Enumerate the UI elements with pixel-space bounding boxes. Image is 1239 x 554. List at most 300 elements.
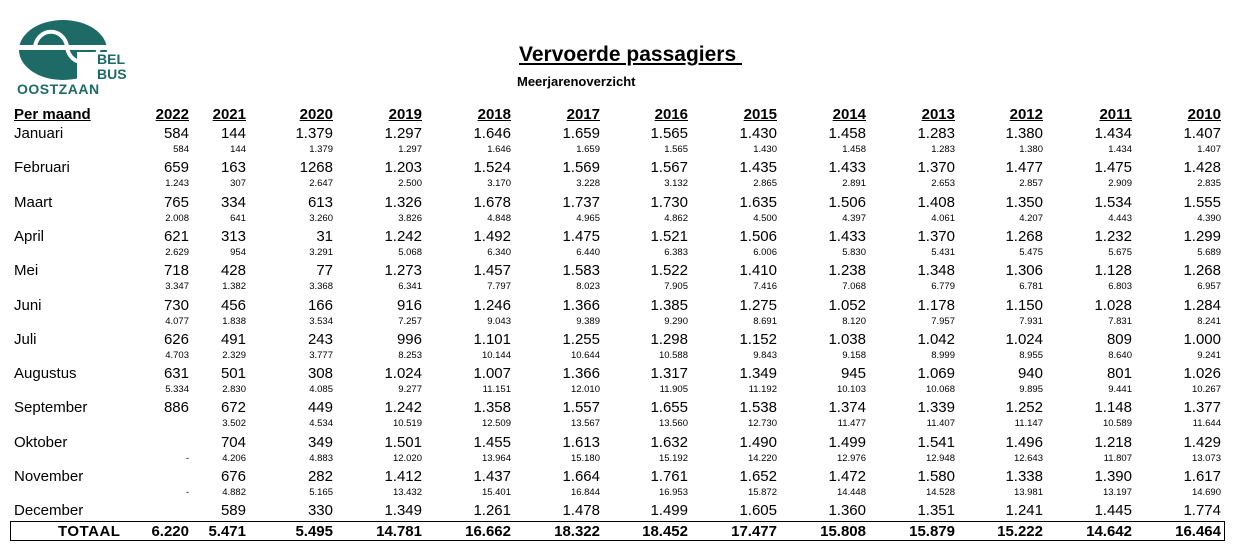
monthly-value: 996 <box>396 330 422 348</box>
cumulative-value: 10.588 <box>658 349 688 361</box>
cumulative-value: 11.905 <box>659 384 688 396</box>
cumulative-value: 5.334 <box>165 384 189 396</box>
cumulative-value: 7.797 <box>487 281 511 293</box>
month-label: Juni <box>14 296 42 314</box>
monthly-value: 1.338 <box>1005 468 1043 485</box>
cumulative-value: 2.500 <box>398 178 422 190</box>
monthly-value: 1.232 <box>1094 227 1132 245</box>
cumulative-value: 6.957 <box>1197 281 1221 293</box>
cumulative-value: 13.560 <box>658 418 688 430</box>
cumulative-value: 8.999 <box>931 349 955 361</box>
monthly-value: 1.433 <box>828 159 866 177</box>
month-label: April <box>14 227 45 245</box>
monthly-value: 1.148 <box>1094 399 1132 417</box>
monthly-value: 1.268 <box>1005 227 1043 245</box>
monthly-value: 1.646 <box>473 125 511 142</box>
cumulative-value: 7.257 <box>398 315 422 327</box>
monthly-value: 1.241 <box>1005 502 1043 520</box>
totals-row <box>10 521 1225 541</box>
cumulative-value: 2.629 <box>165 246 189 258</box>
cumulative-value: 4.883 <box>309 452 333 464</box>
cumulative-value: 1.382 <box>222 281 246 293</box>
monthly-value: 1.128 <box>1094 262 1132 280</box>
monthly-value: 1.366 <box>562 296 600 314</box>
monthly-value: 1.445 <box>1094 502 1132 520</box>
monthly-value: 1.730 <box>650 193 688 211</box>
cumulative-value: 10.103 <box>836 384 866 396</box>
monthly-value: 1.410 <box>739 262 777 280</box>
header-label: Per maand <box>14 106 91 123</box>
cumulative-value: 4.882 <box>222 487 246 498</box>
monthly-value: 1.349 <box>739 365 777 383</box>
monthly-value: 1.557 <box>562 399 600 417</box>
monthly-value: 1.024 <box>1005 330 1043 348</box>
cumulative-value: 9.158 <box>842 349 866 361</box>
cumulative-value: 3.291 <box>309 246 333 258</box>
monthly-value: 1.317 <box>650 365 688 383</box>
year-header-2016: 2016 <box>654 106 688 123</box>
monthly-value: 1.499 <box>828 433 866 451</box>
cumulative-value: 6.779 <box>931 281 955 293</box>
cumulative-value: 12.976 <box>836 452 866 464</box>
monthly-value: 1.297 <box>384 125 422 142</box>
monthly-value: 144 <box>220 125 246 142</box>
monthly-value: 1.298 <box>650 330 688 348</box>
monthly-value: 809 <box>1106 330 1132 348</box>
monthly-value: 1.521 <box>650 227 688 245</box>
monthly-value: 1.268 <box>1183 262 1221 280</box>
year-header-2014: 2014 <box>832 106 866 123</box>
cumulative-value: 4.862 <box>664 212 688 224</box>
monthly-value: 1.351 <box>917 502 955 520</box>
monthly-value: 676 <box>220 468 246 485</box>
monthly-value: 672 <box>220 399 246 417</box>
cumulative-value: 4.390 <box>1197 212 1221 224</box>
cumulative-value: 5.689 <box>1197 246 1221 258</box>
year-header-2010: 2010 <box>1187 106 1221 123</box>
monthly-value: 1.522 <box>650 262 688 280</box>
month-label: Oktober <box>14 433 68 451</box>
cumulative-value: 6.340 <box>487 246 511 258</box>
monthly-value: 1.370 <box>917 227 955 245</box>
cumulative-value: 14.220 <box>747 452 777 464</box>
cumulative-value: 2.909 <box>1108 178 1132 190</box>
cumulative-value: 11.151 <box>482 384 511 396</box>
cumulative-value: 1.430 <box>753 144 777 155</box>
cumulative-value: 11.807 <box>1103 452 1132 464</box>
monthly-value: 1.605 <box>739 502 777 520</box>
cumulative-value: 10.068 <box>925 384 955 396</box>
year-header-2015: 2015 <box>743 106 777 123</box>
month-label: November <box>14 468 84 485</box>
monthly-value: 1.541 <box>917 433 955 451</box>
monthly-value: 1.433 <box>828 227 866 245</box>
year-header-2018: 2018 <box>477 106 511 123</box>
monthly-value: 1.379 <box>295 125 333 142</box>
monthly-value: 1.284 <box>1183 296 1221 314</box>
monthly-value: 1.555 <box>1183 193 1221 211</box>
cumulative-value: 1.646 <box>487 144 511 155</box>
cumulative-value: 4.848 <box>487 212 511 224</box>
monthly-value: 31 <box>316 227 333 245</box>
monthly-value: 1.255 <box>562 330 600 348</box>
monthly-value: 1.613 <box>562 433 600 451</box>
total-value: 15.808 <box>820 523 866 540</box>
total-value: 14.642 <box>1086 523 1132 540</box>
monthly-value: 1.435 <box>739 159 777 177</box>
cumulative-value: 5.675 <box>1108 246 1132 258</box>
total-value: 17.477 <box>731 523 777 540</box>
monthly-value: 1.534 <box>1094 193 1132 211</box>
monthly-value: 1.472 <box>828 468 866 485</box>
monthly-value: 1.632 <box>650 433 688 451</box>
cumulative-value: 12.020 <box>392 452 422 464</box>
cumulative-value: 4.207 <box>1019 212 1043 224</box>
monthly-value: 613 <box>307 193 333 211</box>
monthly-value: 1.358 <box>473 399 511 417</box>
monthly-value: 1.261 <box>473 502 511 520</box>
monthly-value: 449 <box>307 399 333 417</box>
cumulative-value: 9.441 <box>1108 384 1132 396</box>
cumulative-value: 12.643 <box>1013 452 1043 464</box>
monthly-value: 1.069 <box>917 365 955 383</box>
total-value: 15.879 <box>909 523 955 540</box>
monthly-value: 704 <box>220 433 246 451</box>
monthly-value: 491 <box>220 330 246 348</box>
monthly-value: 1.370 <box>917 159 955 177</box>
cumulative-value: 2.329 <box>222 349 246 361</box>
monthly-value: 1.349 <box>384 502 422 520</box>
monthly-value: 1.299 <box>1183 227 1221 245</box>
cumulative-value: 7.957 <box>931 315 955 327</box>
logo-text-oostzaan: OOSTZAAN <box>17 81 100 97</box>
month-label: Juli <box>14 330 37 348</box>
cumulative-value: 3.347 <box>165 281 189 293</box>
cumulative-value: 15.872 <box>747 487 777 498</box>
monthly-value: 1.737 <box>562 193 600 211</box>
logo-emblem-icon <box>17 19 109 81</box>
monthly-value: 1.430 <box>739 125 777 142</box>
monthly-value: 1.659 <box>562 125 600 142</box>
total-value: 16.662 <box>465 523 511 540</box>
month-label: Augustus <box>14 365 77 383</box>
monthly-value: 1.178 <box>917 296 955 314</box>
monthly-value: 1.306 <box>1005 262 1043 280</box>
monthly-value: 1.042 <box>917 330 955 348</box>
monthly-value: 765 <box>163 193 189 211</box>
total-value: 6.220 <box>151 523 189 540</box>
monthly-value: 1.242 <box>384 399 422 417</box>
month-label: December <box>14 502 84 520</box>
cumulative-value: 16.844 <box>570 487 600 498</box>
monthly-value: 243 <box>307 330 333 348</box>
monthly-value: 1.252 <box>1005 399 1043 417</box>
monthly-value: 1.428 <box>1183 159 1221 177</box>
monthly-value: 1.026 <box>1183 365 1221 383</box>
monthly-value: 1.455 <box>473 433 511 451</box>
cumulative-value: 2.835 <box>1197 178 1221 190</box>
monthly-value: 1.506 <box>739 227 777 245</box>
month-label: Januari <box>14 125 64 142</box>
cumulative-value: 4.397 <box>842 212 866 224</box>
monthly-value: 349 <box>307 433 333 451</box>
cumulative-value: 3.368 <box>309 281 333 293</box>
cumulative-value: 4.206 <box>222 452 246 464</box>
page-subtitle: Meerjarenoverzicht <box>517 74 636 89</box>
monthly-value: 313 <box>220 227 246 245</box>
month-label: Februari <box>14 159 70 177</box>
cumulative-value: 9.290 <box>664 315 688 327</box>
monthly-value: 1.246 <box>473 296 511 314</box>
monthly-value: 1.218 <box>1094 433 1132 451</box>
cumulative-value: 12.010 <box>570 384 600 396</box>
monthly-value: 77 <box>316 262 333 280</box>
cumulative-value: 5.068 <box>398 246 422 258</box>
cumulative-value: 6.383 <box>664 246 688 258</box>
monthly-value: 1.350 <box>1005 193 1043 211</box>
cumulative-value: 4.085 <box>309 384 333 396</box>
cumulative-value: 2.653 <box>931 178 955 190</box>
cumulative-value: 6.440 <box>576 246 600 258</box>
monthly-value: 718 <box>163 262 189 280</box>
total-value: 18.452 <box>642 523 688 540</box>
cumulative-value: 9.843 <box>753 349 777 361</box>
cumulative-value: 3.777 <box>309 349 333 361</box>
monthly-value: 1.565 <box>650 125 688 142</box>
cumulative-value: 1.380 <box>1019 144 1043 155</box>
cumulative-value: 9.895 <box>1019 384 1043 396</box>
cumulative-value: 4.061 <box>931 212 955 224</box>
cumulative-value: 584 <box>173 144 189 155</box>
cumulative-value: 2.865 <box>753 178 777 190</box>
monthly-value: 163 <box>220 159 246 177</box>
cumulative-value: 954 <box>230 246 246 258</box>
monthly-value: 1.203 <box>384 159 422 177</box>
monthly-value: 1.412 <box>384 468 422 485</box>
cumulative-value: 4.534 <box>309 418 333 430</box>
cumulative-value: 13.981 <box>1013 487 1043 498</box>
monthly-value: 1.150 <box>1005 296 1043 314</box>
monthly-value: 1.774 <box>1183 502 1221 520</box>
monthly-value: 1.506 <box>828 193 866 211</box>
cumulative-value: 15.192 <box>658 452 688 464</box>
cumulative-value: 9.277 <box>398 384 422 396</box>
cumulative-value: 9.043 <box>487 315 511 327</box>
cumulative-value: 2.830 <box>222 384 246 396</box>
cumulative-value: 5.431 <box>931 246 955 258</box>
monthly-value: 1.475 <box>562 227 600 245</box>
monthly-value: 1.678 <box>473 193 511 211</box>
cumulative-value: 1.838 <box>222 315 246 327</box>
monthly-value: 1.580 <box>917 468 955 485</box>
cumulative-value: 10.267 <box>1191 384 1221 396</box>
monthly-value: 1.761 <box>650 468 688 485</box>
cumulative-value: 14.448 <box>836 487 866 498</box>
cumulative-value: 9.241 <box>1197 349 1221 361</box>
cumulative-value: 10.644 <box>570 349 600 361</box>
cumulative-value: 12.509 <box>481 418 511 430</box>
monthly-value: 1.360 <box>828 502 866 520</box>
monthly-value: 456 <box>220 296 246 314</box>
cumulative-value: 11.192 <box>748 384 777 396</box>
monthly-value: 1.617 <box>1183 468 1221 485</box>
year-header-2020: 2020 <box>299 106 333 123</box>
cumulative-value: 11.147 <box>1014 418 1043 430</box>
monthly-value: 659 <box>163 159 189 177</box>
monthly-value: 945 <box>840 365 866 383</box>
cumulative-value: 13.197 <box>1102 487 1132 498</box>
cumulative-value: 3.534 <box>309 315 333 327</box>
monthly-value: 1.385 <box>650 296 688 314</box>
logo-text-bel: BEL <box>97 51 125 67</box>
monthly-value: 1.007 <box>473 365 511 383</box>
total-value: 5.495 <box>295 523 333 540</box>
cumulative-value: 6.341 <box>398 281 422 293</box>
cumulative-value: 16.953 <box>658 487 688 498</box>
month-label: Mei <box>14 262 39 280</box>
cumulative-value: 9.389 <box>576 315 600 327</box>
monthly-value: 166 <box>307 296 333 314</box>
monthly-value: 1.380 <box>1005 125 1043 142</box>
monthly-value: 1.652 <box>739 468 777 485</box>
monthly-value: 621 <box>163 227 189 245</box>
cumulative-value: 1.283 <box>931 144 955 155</box>
monthly-value: 626 <box>163 330 189 348</box>
cumulative-value: 7.905 <box>664 281 688 293</box>
monthly-value: 1.496 <box>1005 433 1043 451</box>
cumulative-value: 8.120 <box>842 315 866 327</box>
monthly-value: 1.052 <box>828 296 866 314</box>
monthly-value: 1.242 <box>384 227 422 245</box>
year-header-2013: 2013 <box>921 106 955 123</box>
cumulative-value: 10.589 <box>1102 418 1132 430</box>
month-label: Maart <box>14 193 53 211</box>
cumulative-value: 1.243 <box>165 178 189 190</box>
monthly-value: 1.655 <box>650 399 688 417</box>
cumulative-value: 5.165 <box>309 487 333 498</box>
totals-label: TOTAAL <box>58 523 121 540</box>
cumulative-value: 14.690 <box>1191 487 1221 498</box>
monthly-value: 1.538 <box>739 399 777 417</box>
year-header-2019: 2019 <box>388 106 422 123</box>
monthly-value: 916 <box>396 296 422 314</box>
cumulative-value: 8.023 <box>576 281 600 293</box>
cumulative-value: 15.180 <box>570 452 600 464</box>
cumulative-value: 8.253 <box>398 349 422 361</box>
monthly-value: 1.490 <box>739 433 777 451</box>
monthly-value: 330 <box>307 502 333 520</box>
page-title: Vervoerde passagiers <box>519 43 742 66</box>
cumulative-value: 15.401 <box>481 487 511 498</box>
monthly-value: 940 <box>1017 365 1043 383</box>
monthly-value: 1.524 <box>473 159 511 177</box>
cumulative-value: 4.965 <box>576 212 600 224</box>
cumulative-value: 6.781 <box>1019 281 1043 293</box>
cumulative-value: - <box>185 487 189 498</box>
monthly-value: 1.238 <box>828 262 866 280</box>
cumulative-value: 12.730 <box>747 418 777 430</box>
monthly-value: 1.567 <box>650 159 688 177</box>
cumulative-value: 3.260 <box>309 212 333 224</box>
monthly-value: 1.273 <box>384 262 422 280</box>
cumulative-value: 12.948 <box>925 452 955 464</box>
cumulative-value: 13.073 <box>1191 452 1221 464</box>
cumulative-value: 1.407 <box>1197 144 1221 155</box>
cumulative-value: 13.432 <box>392 487 422 498</box>
monthly-value: 501 <box>220 365 246 383</box>
monthly-value: 1.569 <box>562 159 600 177</box>
monthly-value: 631 <box>163 365 189 383</box>
total-value: 18.322 <box>554 523 600 540</box>
cumulative-value: 10.519 <box>392 418 422 430</box>
monthly-value: 1.635 <box>739 193 777 211</box>
monthly-value: 589 <box>220 502 246 520</box>
cumulative-value: 13.964 <box>481 452 511 464</box>
cumulative-value: 307 <box>230 178 246 190</box>
monthly-value: 1.348 <box>917 262 955 280</box>
monthly-value: 1.499 <box>650 502 688 520</box>
month-label: September <box>14 399 88 417</box>
cumulative-value: 1.297 <box>398 144 422 155</box>
monthly-value: 1.492 <box>473 227 511 245</box>
total-value: 16.464 <box>1175 523 1221 540</box>
cumulative-value: 3.228 <box>576 178 600 190</box>
total-value: 5.471 <box>208 523 246 540</box>
cumulative-value: 6.803 <box>1108 281 1132 293</box>
cumulative-value: 2.857 <box>1019 178 1043 190</box>
cumulative-value: 641 <box>230 212 246 224</box>
monthly-value: 282 <box>307 468 333 485</box>
cumulative-value: 7.416 <box>753 281 777 293</box>
monthly-value: 428 <box>220 262 246 280</box>
year-header-2012: 2012 <box>1009 106 1043 123</box>
cumulative-value: 1.458 <box>842 144 866 155</box>
monthly-value: 1.275 <box>739 296 777 314</box>
cumulative-value: 14.528 <box>925 487 955 498</box>
cumulative-value: 11.644 <box>1192 418 1221 430</box>
cumulative-value: 3.170 <box>487 178 511 190</box>
cumulative-value: 7.831 <box>1108 315 1132 327</box>
monthly-value: 1.038 <box>828 330 866 348</box>
year-header-2011: 2011 <box>1099 106 1132 123</box>
cumulative-value: 10.144 <box>481 349 511 361</box>
cumulative-value: 1.565 <box>664 144 688 155</box>
monthly-value: 1.434 <box>1094 125 1132 142</box>
year-header-2021: 2021 <box>212 106 246 123</box>
cumulative-value: 1.379 <box>309 144 333 155</box>
cumulative-value: 5.475 <box>1019 246 1043 258</box>
monthly-value: 1.583 <box>562 262 600 280</box>
cumulative-value: 3.132 <box>664 178 688 190</box>
cumulative-value: 11.477 <box>837 418 866 430</box>
cumulative-value: 2.647 <box>309 178 333 190</box>
monthly-value: 1.458 <box>828 125 866 142</box>
monthly-value: 334 <box>220 193 246 211</box>
cumulative-value: 3.826 <box>398 212 422 224</box>
monthly-value: 1.501 <box>384 433 422 451</box>
monthly-value: 1.000 <box>1183 330 1221 348</box>
monthly-value: 1.339 <box>917 399 955 417</box>
cumulative-value: 7.931 <box>1019 315 1043 327</box>
cumulative-value: 11.407 <box>926 418 955 430</box>
cumulative-value: 4.500 <box>753 212 777 224</box>
cumulative-value: 7.068 <box>842 281 866 293</box>
cumulative-value: 1.659 <box>576 144 600 155</box>
monthly-value: 1.478 <box>562 502 600 520</box>
monthly-value: 1.429 <box>1183 433 1221 451</box>
monthly-value: 1.024 <box>384 365 422 383</box>
total-value: 15.222 <box>997 523 1043 540</box>
